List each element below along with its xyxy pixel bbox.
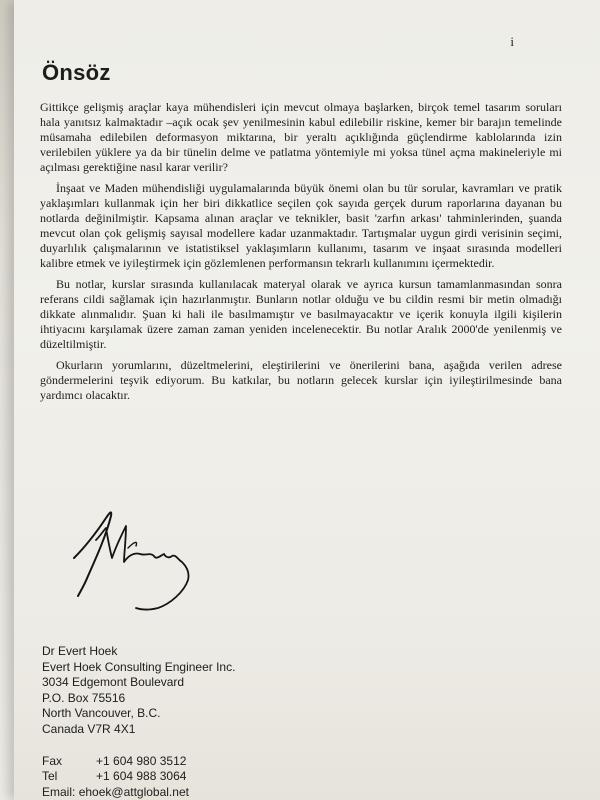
company-name: Evert Hoek Consulting Engineer Inc. (42, 659, 236, 674)
author-name: Dr Evert Hoek (42, 644, 118, 658)
spacer (42, 738, 235, 754)
page-title: Önsöz (42, 60, 111, 85)
page-number: i (510, 34, 514, 49)
fax-row (42, 754, 235, 770)
contact-address (42, 644, 235, 800)
email-label: Email: (42, 784, 76, 799)
foreword-body (40, 100, 562, 409)
paragraph: Okurların yorumlarını, düzeltmelerini, eleştirilerini ve önerilerini bana, aşağıda verilen adrese göndermelerini teşvik ediyorum. Bu katkılar, bu notların gelecek kurslar için iyileştirilmesinde bana yardımcı olacaktır. (40, 358, 562, 402)
signature-icon (66, 496, 226, 621)
fax-label: Fax (42, 753, 63, 768)
email-address: ehoek@attglobal.net (78, 784, 189, 799)
tel-number: +1 604 988 3064 (96, 769, 187, 784)
paragraph: İnşaat ve Maden mühendisliği uygulamalarında büyük önemi olan bu tür sorular, kavramları ve pratik yaklaşımları kullanmak için her biri dikkatlice seçilen çok sayıda gerçek durum raporlarına dayanan bu notlarda değinilmiştir. Kapsama alınan araçlar ve teknikler, basit 'zarfın arkası' tahminlerinden, şuanda mevcut olan çok gelişmiş sayısal modellere kadar uzanmaktadır. Tartışmalar uygun girdi verisinin seçimi, duyarlılık çalışmalarının ve istatistiksel yaklaşımların kullanımı, tasarım ve inşaat sırasında modelleri kalibre etmek ve iyileştirmek için gözlemlenen performansın tekrarlı kullanımını içermektedir. (40, 181, 562, 270)
tel-row (42, 769, 235, 785)
fax-number: +1 604 980 3512 (96, 753, 187, 768)
street-address: 3034 Edgemont Boulevard (42, 675, 185, 690)
paragraph: Gittikçe gelişmiş araçlar kaya mühendisleri için mevcut olmaya başlarken, birçok temel tasarım soruları hala yanıtsız kalmaktadır –açık ocak şev yenilmesinin kabul edilebilir riskine, kemer bir barajın temelinde müsamaha edilebilen deformasyon miktarına, bir yeraltı açıklığında güçlendirme kablolarında izin verilebilen yüklere ya da bir tünelin delme ve patlatma yöntemiyle mi yoksa tünel açma makineleriyle mi açılması gerektiğine nasıl karar verilir? (40, 100, 562, 174)
paragraph: Bu notlar, kurslar sırasında kullanılacak materyal olarak ve ayrıca kursun tamamlanmasından sonra referans cildi sağlamak için hazırlanmıştır. Bunların notlar olduğu ve bu cildin resmi bir metin olmadığı dikkate alınmalıdır. Şuan ki hali ile basılmamıştır ve basılmayacaktır ve içerik konuyla ilgili kişilerin ihtiyacını karşılamak üzere zaman zaman yeniden incelenecektir. Bu notlar Aralık 2000'de yenilenmiş ve düzeltilmiştir. (40, 277, 562, 351)
country-postal: Canada V7R 4X1 (42, 721, 136, 736)
email-row (42, 785, 235, 800)
book-page (14, 0, 600, 800)
po-box: P.O. Box 75516 (42, 690, 126, 705)
city: North Vancouver, B.C. (42, 706, 161, 721)
tel-label: Tel (42, 769, 58, 784)
